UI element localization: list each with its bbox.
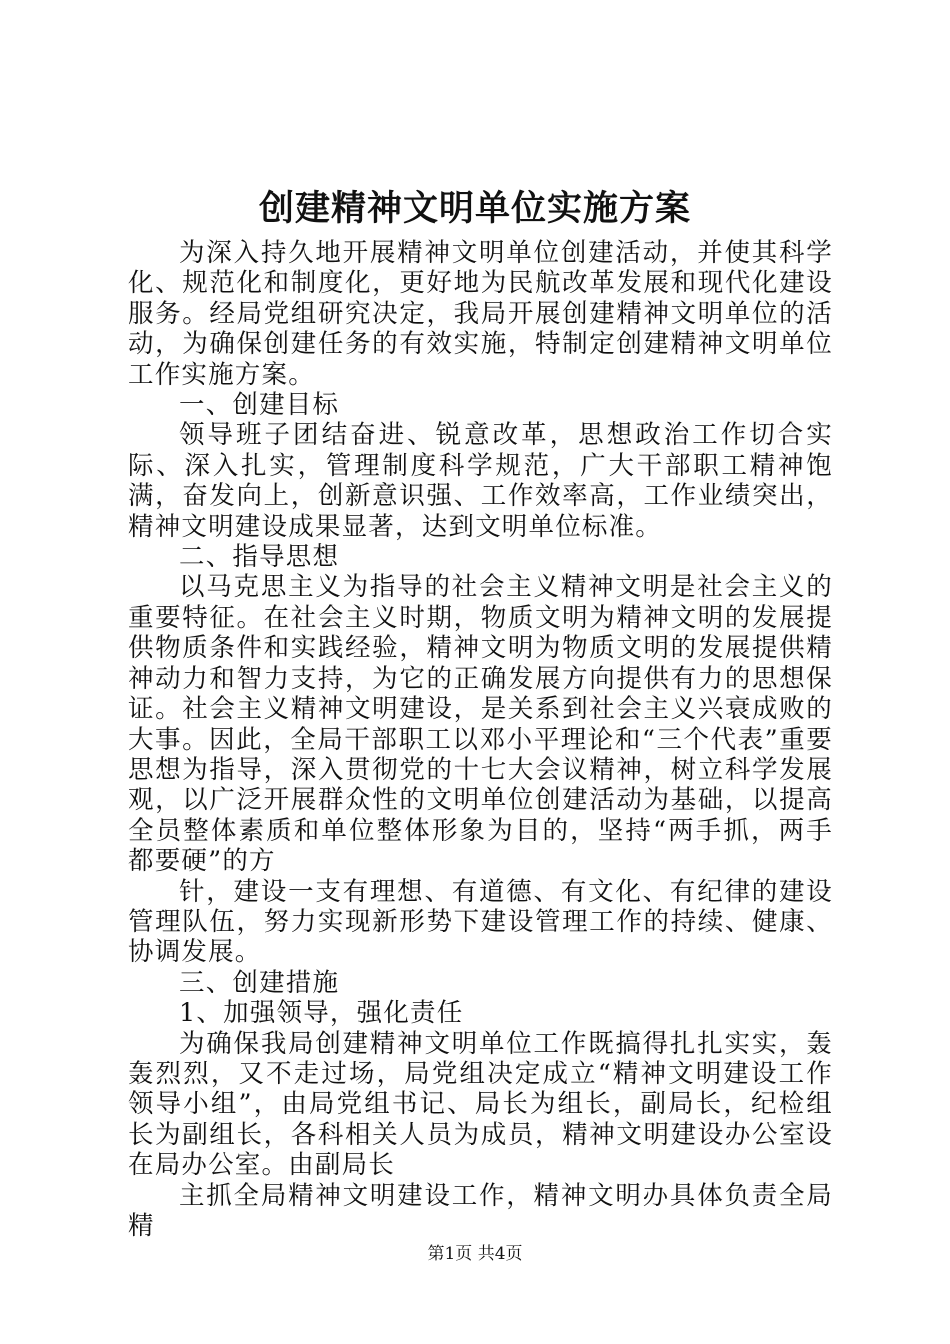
paragraph-leadership: 为确保我局创建精神文明单位工作既搞得扎扎实实，轰轰烈烈，又不走过场，局党组决定成立“精神文明建设工作领导小组”，由局党组书记、局长为组长，副局长，纪检组长为副组长，各科相关人员为成员，精神文明建设办公室设在局办公室。由副局长 xyxy=(128,1028,833,1181)
paragraph-leadership-cont: 主抓全局精神文明建设工作，精神文明办具体负责全局精 xyxy=(128,1180,833,1241)
paragraph-guiding-thought-cont: 针，建设一支有理想、有道德、有文化、有纪律的建设管理队伍，努力实现新形势下建设管理工作的持续、健康、协调发展。 xyxy=(128,876,833,968)
heading-measures: 三、创建措施 xyxy=(179,967,340,998)
page-footer: 第1页 共4页 xyxy=(427,1244,523,1264)
document-body xyxy=(128,238,833,1241)
heading-guiding-thought: 二、指导思想 xyxy=(179,542,340,573)
paragraph-goal: 领导班子团结奋进、锐意改革，思想政治工作切合实际、深入扎实，管理制度科学规范，广大干部职工精神饱满，奋发向上，创新意识强、工作效率高，工作业绩突出，精神文明建设成果显著，达到文明单位标准。 xyxy=(128,420,833,542)
paragraph-intro: 为深入持久地开展精神文明单位创建活动，并使其科学化、规范化和制度化，更好地为民航改革发展和现代化建设服务。经局党组研究决定，我局开展创建精神文明单位的活动，为确保创建任务的有效实施，特制定创建精神文明单位工作实施方案。 xyxy=(128,238,833,390)
document-title: 创建精神文明单位实施方案 xyxy=(258,188,691,229)
subheading-leadership: 1、加强领导，强化责任 xyxy=(179,998,464,1029)
paragraph-guiding-thought: 以马克思主义为指导的社会主义精神文明是社会主义的重要特征。在社会主义时期，物质文明为精神文明的发展提供物质条件和实践经验，精神文明为物质文明的发展提供精神动力和智力支持，为它的正确发展方向提供有力的思想保证。社会主义精神文明建设，是关系到社会主义兴衰成败的大事。因此，全局干部职工以邓小平理论和“三个代表”重要思想为指导，深入贯彻党的十七大会议精神，树立科学发展观，以广泛开展群众性的文明单位创建活动为基础，以提高全员整体素质和单位整体形象为目的，坚持“两手抓，两手都要硬”的方 xyxy=(128,572,833,877)
heading-goal: 一、创建目标 xyxy=(179,390,340,421)
